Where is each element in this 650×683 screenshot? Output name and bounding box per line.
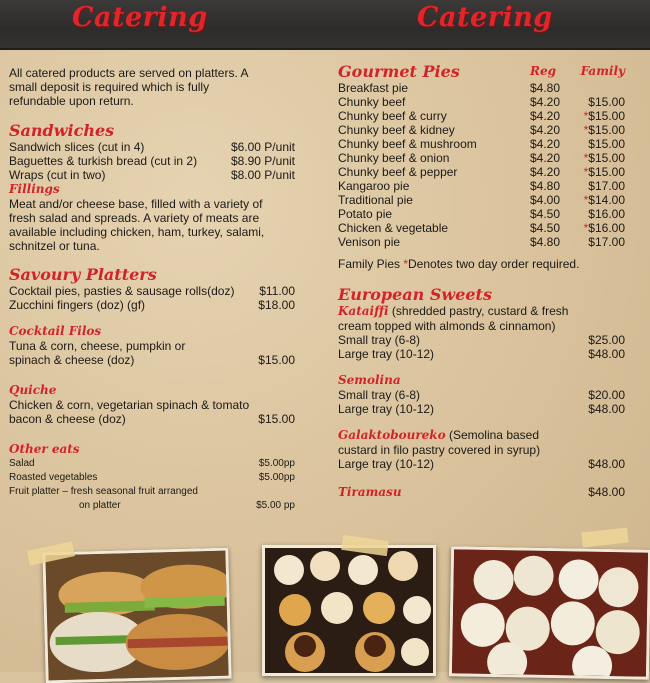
list-item: Baguettes & turkish bread (cut in 2) $8.90 P/unit [9, 154, 295, 168]
list-item: Large tray (10-12) $48.00 [338, 457, 625, 471]
pies-list [338, 81, 625, 249]
kataiffi-desc-2: cream topped with almonds & cinnamon) [338, 319, 556, 333]
pie-row: Chunky beef & kidney $4.20 *$15.00 [338, 123, 625, 137]
galaktoboureko-desc-2: custard in filo pastry covered in syrup) [338, 443, 541, 457]
list-item: on platter $5.00 pp [79, 500, 295, 511]
sandwiches-list [9, 140, 295, 182]
list-item: Small tray (6-8) $20.00 [338, 388, 625, 402]
cocktail-filos-heading: Cocktail Filos [9, 324, 102, 338]
list-item: Large tray (10-12) $48.00 [338, 347, 625, 361]
fillings-text: Meat and/or cheese base, filled with a variety of fresh salad and spreads. A variety of meats are available including chicken, ham, turkey, salami, schnitzel or tuna. [9, 197, 265, 253]
pie-row: Chunky beef & pepper $4.20 *$15.00 [338, 165, 625, 179]
filos-text: Tuna & corn, cheese, pumpkin or [9, 339, 186, 353]
pie-row: Chunky beef & onion $4.20 *$15.00 [338, 151, 625, 165]
pie-row: Chicken & vegetable $4.50 *$16.00 [338, 221, 625, 235]
list-item: Roasted vegetables $5.00pp [9, 472, 295, 483]
sandwiches-heading: Sandwiches [9, 121, 115, 140]
quiche-heading: Quiche [9, 383, 57, 397]
savoury-heading: Savoury Platters [9, 265, 157, 284]
galaktoboureko-desc: Galaktoboureko (Semolina based [338, 428, 540, 442]
cookies-photo [449, 546, 650, 679]
fillings-heading: Fillings [9, 182, 60, 196]
pie-row: Breakfast pie $4.80 [338, 81, 561, 95]
pie-row: Kangaroo pie $4.80 $17.00 [338, 179, 625, 193]
gourmet-pies-heading: Gourmet Pies [338, 62, 460, 81]
fruit-text: Fruit platter – fresh seasonal fruit arranged [9, 486, 198, 497]
list-item: Salad $5.00pp [9, 458, 295, 469]
list-item: Zucchini fingers (doz) (gf) $18.00 [9, 298, 295, 312]
family-column-header: Family [580, 64, 625, 78]
family-pies-note: Family Pies *Denotes two day order required. [338, 257, 580, 271]
pie-row: Venison pie $4.80 $17.00 [338, 235, 625, 249]
list-item: bacon & cheese (doz) $15.00 [9, 412, 295, 426]
pie-row: Potato pie $4.50 $16.00 [338, 207, 625, 221]
list-item: Wraps (cut in two) $8.00 P/unit [9, 168, 295, 182]
list-item: Cocktail pies, pasties & sausage rolls(doz) $11.00 [9, 284, 295, 298]
left-column [9, 66, 295, 513]
semolina-heading: Semolina [338, 373, 401, 387]
right-column [338, 62, 625, 500]
pie-row: Traditional pie $4.00 *$14.00 [338, 193, 625, 207]
reg-column-header: Reg [530, 64, 556, 78]
kataiffi-desc: Kataiffi (shredded pastry, custard & fresh [338, 304, 569, 318]
pie-row: Chunky beef $4.20 $15.00 [338, 95, 625, 109]
right-title: Catering [417, 2, 553, 33]
left-title: Catering [72, 2, 208, 33]
list-item: spinach & cheese (doz) $15.00 [9, 353, 295, 367]
list-item: Sandwich slices (cut in 4) $6.00 P/unit [9, 140, 295, 154]
list-item: Large tray (10-12) $48.00 [338, 402, 625, 416]
european-sweets-heading: European Sweets [338, 285, 492, 304]
pie-row: Chunky beef & curry $4.20 *$15.00 [338, 109, 625, 123]
intro-text: All catered products are served on platters. A small deposit is required which is fully refundable upon return. [9, 66, 248, 108]
pie-row: Chunky beef & mushroom $4.20 $15.00 [338, 137, 625, 151]
pastries-photo [262, 545, 436, 676]
list-item: Small tray (6-8) $25.00 [338, 333, 625, 347]
sandwich-photo [42, 548, 231, 683]
other-eats-heading: Other eats [9, 442, 80, 456]
list-item: Tiramasu $48.00 [338, 485, 625, 499]
quiche-text: Chicken & corn, vegetarian spinach & tomato [9, 398, 250, 412]
